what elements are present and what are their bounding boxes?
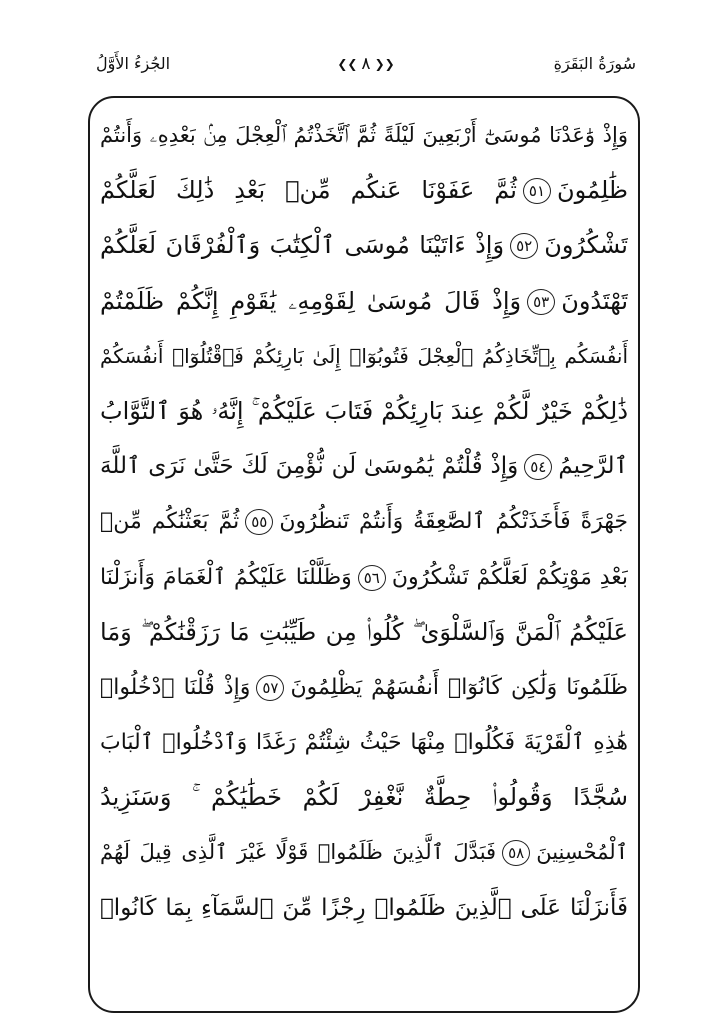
text-line [100, 660, 628, 715]
verse-text: ظَٰلِمُونَ [557, 176, 628, 205]
ayah-end-marker: ٥٦ [358, 565, 386, 591]
verse-text: أَنفُسَكُم بِٱتِّخَاذِكُمُ ٱلْعِجْلَ فَتُوبُوٓا۟ إِلَىٰ بَارِئِكُمْ فَٱقْتُلُوٓا۟ أَنفُسَكُمْ [100, 343, 628, 368]
ayah-end-marker: ٥٥ [245, 509, 273, 535]
verse-text: وَظَلَّلْنَا عَلَيْكُمُ ٱلْغَمَامَ وَأَنزَلْنَا [100, 564, 352, 590]
text-line [100, 605, 628, 660]
page-header [88, 44, 644, 92]
ayah-end-marker: ٥٢ [510, 233, 538, 259]
verse-text: جَهْرَةً فَأَخَذَتْكُمُ ٱلصَّٰعِقَةُ وَأَنتُمْ تَنظُرُونَ [279, 509, 628, 535]
page-number: ٨ [361, 54, 371, 74]
verse-text: وَإِذْ قَالَ مُوسَىٰ لِقَوْمِهِۦ يَٰقَوْمِ إِنَّكُمْ ظَلَمْتُمْ [100, 286, 522, 315]
text-line [100, 770, 628, 825]
verse-text: فَبَدَّلَ ٱلَّذِينَ ظَلَمُوا۟ قَوْلًا غَيْرَ ٱلَّذِى قِيلَ لَهُمْ [100, 840, 497, 865]
text-line [100, 550, 628, 605]
verse-text: وَإِذْ وَٰعَدْنَا مُوسَىٰٓ أَرْبَعِينَ لَيْلَةً ثُمَّ ٱتَّخَذْتُمُ ٱلْعِجْلَ مِنۢ بَعْدِهِۦ وَأَنتُمْ [100, 123, 628, 147]
text-line [100, 881, 628, 936]
verse-text: ظَلَمُونَا وَلَٰكِن كَانُوٓا۟ أَنفُسَهُمْ يَظْلِمُونَ [290, 674, 628, 700]
ayah-end-marker: ٥٣ [527, 289, 555, 315]
verse-text: هَٰذِهِ ٱلْقَرْيَةَ فَكُلُوا۟ مِنْهَا حَيْثُ شِئْتُمْ رَغَدًا وَٱدْخُلُوا۟ ٱلْبَابَ [100, 730, 628, 756]
text-line [100, 825, 628, 880]
text-line [100, 108, 628, 163]
juz-name: الجُزءُ الأَوَّلُ [96, 54, 171, 73]
ayah-end-marker: ٥٤ [524, 454, 552, 480]
verse-text: فَأَنزَلْنَا عَلَى ٱلَّذِينَ ظَلَمُوا۟ رِجْزًا مِّنَ ٱلسَّمَآءِ بِمَا كَانُوا۟ [100, 894, 628, 921]
text-line [100, 494, 628, 549]
verse-text: ثُمَّ بَعَثْنَٰكُم مِّنۢ [100, 509, 240, 535]
text-line [100, 163, 628, 218]
verse-text: بَعْدِ مَوْتِكُمْ لَعَلَّكُمْ تَشْكُرُونَ [391, 564, 628, 590]
verse-text: ٱلْمُحْسِنِينَ [536, 840, 628, 865]
verse-text: وَإِذْ ءَاتَيْنَا مُوسَى ٱلْكِتَٰبَ وَٱلْفُرْقَانَ لَعَلَّكُمْ [100, 231, 505, 260]
quran-text-body [100, 108, 628, 936]
ayah-end-marker: ٥٧ [256, 675, 284, 701]
verse-text: وَإِذْ قُلْتُمْ يَٰمُوسَىٰ لَن نُّؤْمِنَ لَكَ حَتَّىٰ نَرَى ٱللَّهَ [100, 453, 519, 480]
text-line [100, 384, 628, 439]
verse-text: تَهْتَدُونَ [561, 286, 628, 315]
surah-name: سُورَةُ البَقَرَةِ [553, 54, 636, 73]
ornament-right-icon: ❯❯ [374, 57, 395, 71]
verse-text: ذَٰلِكُمْ خَيْرٌ لَّكُمْ عِندَ بَارِئِكُمْ فَتَابَ عَلَيْكُمْ ۚ إِنَّهُۥ هُوَ ٱلتَّوَّابُ [100, 396, 628, 425]
ayah-end-marker: ٥١ [523, 178, 551, 204]
text-line [100, 274, 628, 329]
verse-text: عَلَيْكُمُ ٱلْمَنَّ وَٱلسَّلْوَىٰ ۖ كُلُوا۟ مِن طَيِّبَٰتِ مَا رَزَقْنَٰكُمْ ۖ وَمَا [100, 617, 628, 646]
text-line [100, 218, 628, 273]
text-line [100, 439, 628, 494]
ornament-left-icon: ❮❮ [337, 57, 358, 71]
verse-text: وَإِذْ قُلْنَا ٱدْخُلُوا۟ [100, 674, 251, 700]
verse-text: تَشْكُرُونَ [544, 231, 628, 260]
text-line [100, 715, 628, 770]
verse-text: سُجَّدًا وَقُولُوا۟ حِطَّةٌ نَّغْفِرْ لَكُمْ خَطَٰيَٰكُمْ ۚ وَسَنَزِيدُ [100, 783, 628, 812]
text-line [100, 329, 628, 384]
ayah-end-marker: ٥٨ [502, 840, 530, 866]
verse-text: ثُمَّ عَفَوْنَا عَنكُم مِّنۢ بَعْدِ ذَٰلِكَ لَعَلَّكُمْ [100, 176, 517, 205]
page-number-block [337, 52, 394, 76]
verse-text: ٱلرَّحِيمُ [558, 453, 628, 480]
